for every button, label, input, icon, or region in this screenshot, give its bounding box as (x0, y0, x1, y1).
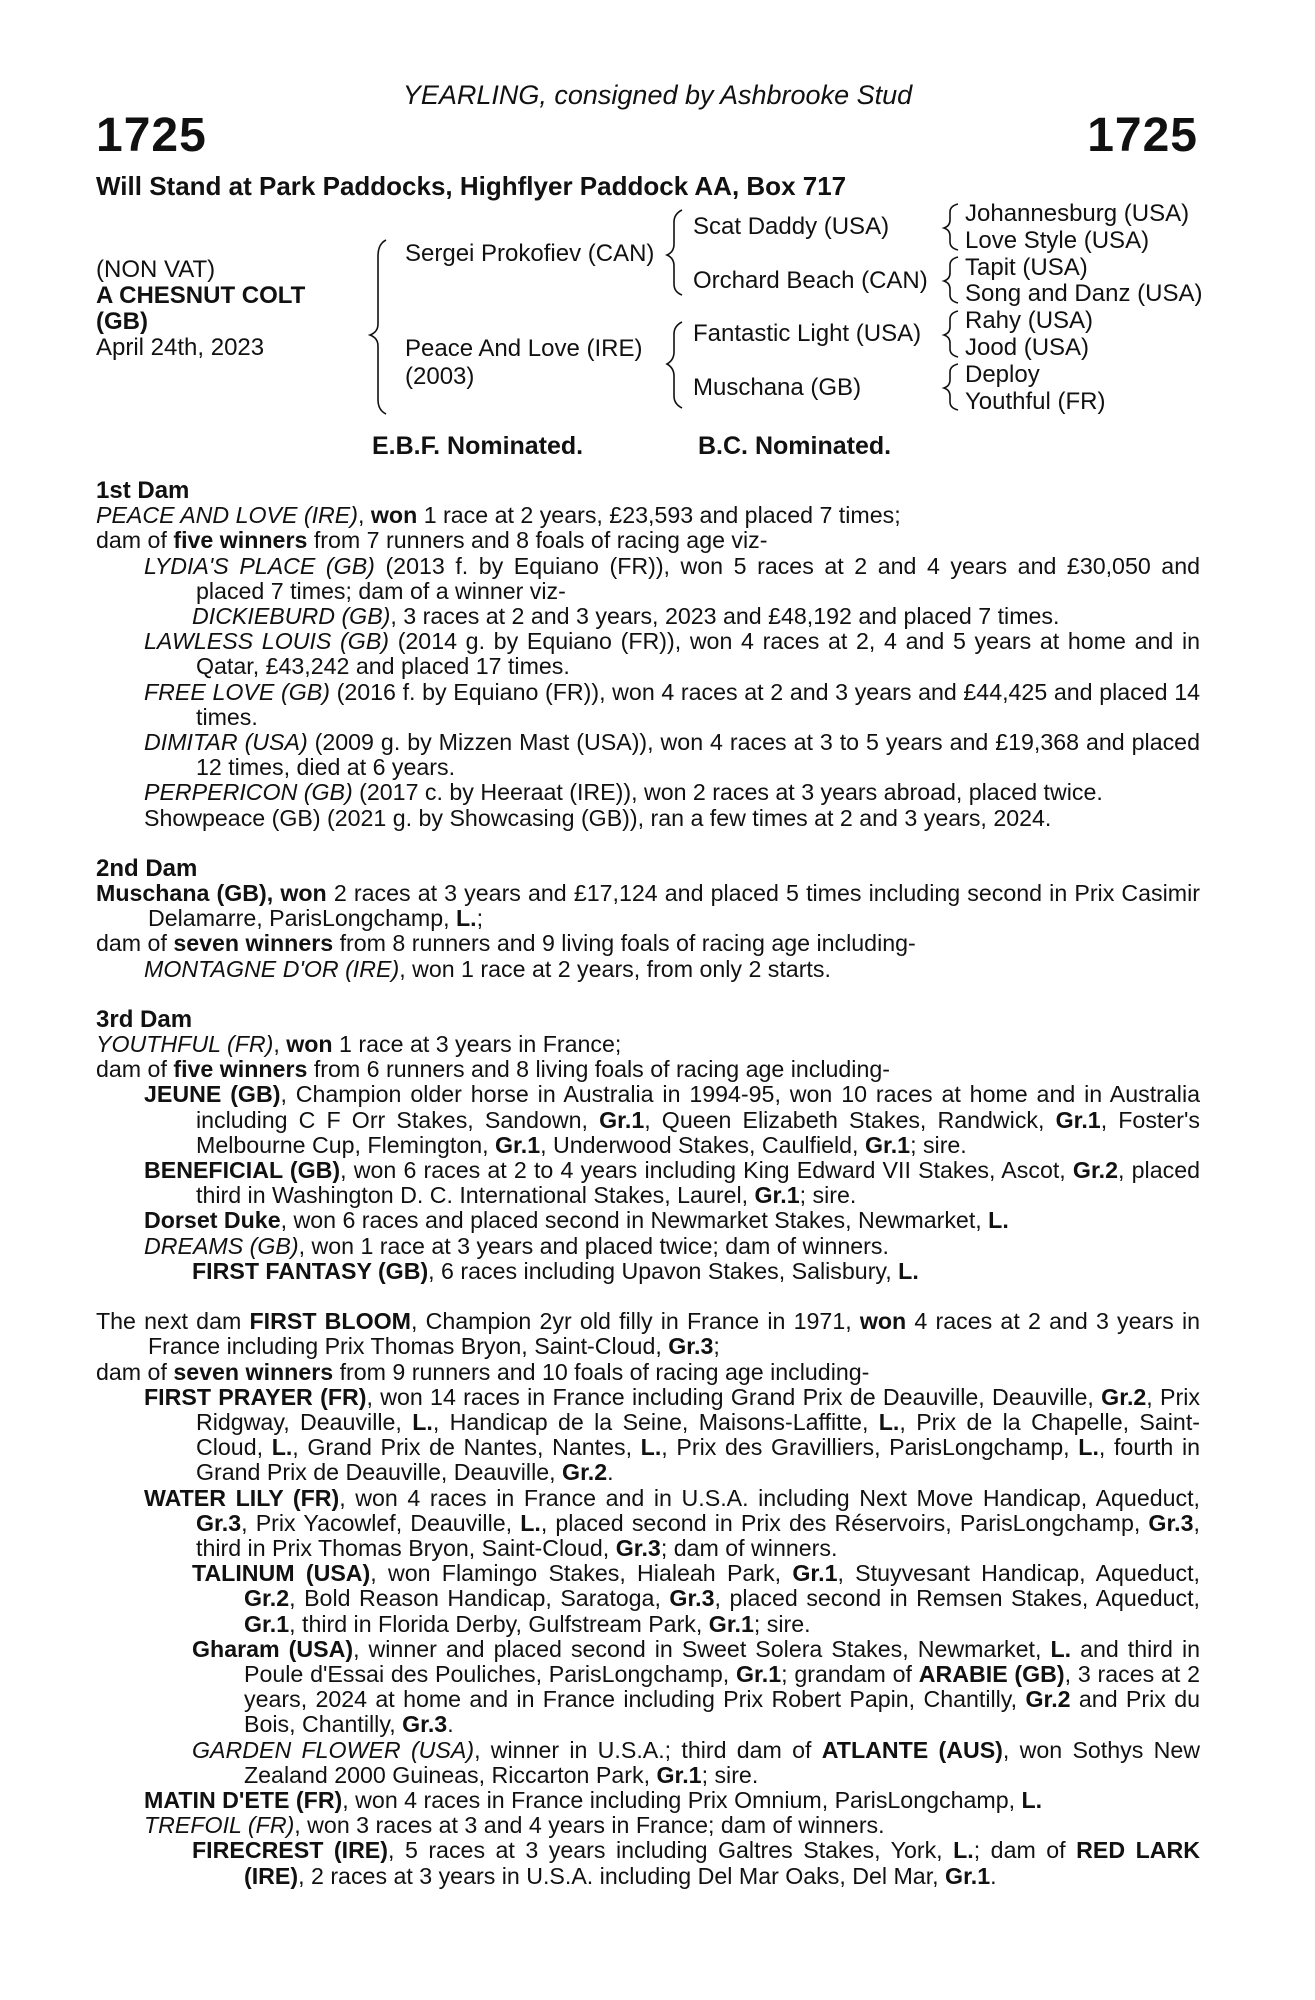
produce-entry: WATER LILY (FR), won 4 races in France and in U.S.A. including Next Move Handicap, Aqueduct, Gr.3, Prix Yacowlef, Deauville, L., placed second in Prix des Réservoirs, ParisLongchamp, Gr.3, third in Prix Thomas Bryon, Saint-Cloud, Gr.3; dam of winners. (144, 1484, 1200, 1561)
sire-name: Sergei Prokofiev (CAN) (405, 240, 655, 267)
produce-entry: MONTAGNE D'OR (IRE), won 1 race at 2 years, from only 2 starts. (144, 955, 831, 982)
dam-dam-sire: Deploy (965, 361, 1040, 388)
fourth-dam-record: The next dam FIRST BLOOM, Champion 2yr old filly in France in 1971, won 4 races at 2 and 3 years in France including Prix Thomas Bryon, Saint-Cloud, Gr.3; (96, 1308, 1200, 1360)
produce-entry: DIMITAR (USA) (2009 g. by Mizzen Mast (USA)), won 4 races at 3 to 5 years and £19,368 and placed 12 times, died at 6 years. (144, 729, 1200, 781)
produce-entry: Gharam (USA), winner and placed second in Sweet Solera Stakes, Newmarket, L. and third in Poule d'Essai des Pouliches, ParisLongchamp, Gr.1; grandam of ARABIE (GB), 3 races at 2 years, 2024 at home and in France including Prix Robert Papin, Chantilly, Gr.2 and Prix du Bois, Chantilly, Gr.3. (192, 1635, 1201, 1738)
lot-number-right: 1725 (1087, 109, 1198, 162)
vat-status: (NON VAT) (96, 256, 216, 283)
produce-entry: FIRST FANTASY (GB), 6 races including Upavon Stakes, Salisbury, L. (192, 1257, 919, 1284)
produce-entry: TREFOIL (FR), won 3 races at 3 and 4 years in France; dam of winners. (144, 1812, 885, 1839)
first-dam-record: PEACE AND LOVE (IRE), won 1 race at 2 years, £23,593 and placed 7 times; (96, 502, 901, 529)
produce-entry: FIRECREST (IRE), 5 races at 3 years including Galtres Stakes, York, L.; dam of RED LARK (IRE), 2 races at 3 years in U.S.A. including Del Mar Oaks, Del Mar, Gr.1. (192, 1837, 1200, 1889)
produce-entry: JEUNE (GB), Champion older horse in Australia in 1994-95, won 10 races at home and in Australia including C F Orr Stakes, Sandown, Gr.1, Queen Elizabeth Stakes, Randwick, Gr.1, Foster's Melbourne Cup, Flemington, Gr.1, Underwood Stakes, Caulfield, Gr.1; sire. (144, 1081, 1200, 1158)
produce-entry: BENEFICIAL (GB), won 6 races at 2 to 4 years including King Edward VII Stakes, Ascot, Gr.2, placed third in Washington D. C. International Stakes, Laurel, Gr.1; sire. (144, 1157, 1200, 1209)
produce-entry: DREAMS (GB), won 1 race at 3 years and placed twice; dam of winners. (144, 1232, 889, 1259)
produce-entry: FIRST PRAYER (FR), won 14 races in France including Grand Prix de Deauville, Deauville, Gr.2, Prix Ridgway, Deauville, L., Handicap de la Seine, Maisons-Laffitte, L., Prix de la Chapelle, Saint-Cloud, L., Grand Prix de Nantes, Nantes, L., Prix des Gravilliers, ParisLongchamp, L., fourth in Grand Prix de Deauville, Deauville, Gr.2. (144, 1383, 1200, 1486)
produce-entry: PERPERICON (GB) (2017 c. by Heeraat (IRE)), won 2 races at 3 years abroad, placed twice. (144, 779, 1103, 806)
dam-sire-sire: Rahy (USA) (965, 307, 1094, 334)
horse-country: (GB) (96, 308, 148, 335)
sire-sire-sire: Johannesburg (USA) (965, 200, 1190, 227)
catalogue-body (96, 478, 1200, 1889)
first-dam-heading: 1st Dam (96, 477, 190, 504)
sire-sire-dam: Love Style (USA) (965, 227, 1150, 254)
fourth-dam-produce-summary: dam of seven winners from 9 runners and 10 foals of racing age including- (96, 1358, 870, 1385)
foaling-date: April 24th, 2023 (96, 334, 265, 361)
produce-entry: MATIN D'ETE (FR), won 4 races in France including Prix Omnium, ParisLongchamp, L. (144, 1786, 1043, 1813)
produce-entry: Dorset Duke, won 6 races and placed second in Newmarket Stakes, Newmarket, L. (144, 1207, 1009, 1234)
dam-name: Peace And Love (IRE) (405, 335, 643, 362)
third-dam-record: YOUTHFUL (FR), won 1 race at 3 years in France; (96, 1031, 622, 1058)
third-dam-heading: 3rd Dam (96, 1005, 193, 1033)
stand-location: Will Stand at Park Paddocks, Highflyer Paddock AA, Box 717 (96, 171, 847, 201)
produce-entry: DICKIEBURD (GB), 3 races at 2 and 3 years, 2023 and £48,192 and placed 7 times. (192, 603, 1060, 630)
produce-entry: Showpeace (GB) (2021 g. by Showcasing (GB)), ran a few times at 2 and 3 years, 2024. (144, 804, 1052, 831)
catalogue-subtitle: YEARLING, consigned by Ashbrooke Stud (402, 80, 913, 110)
dam-dam-dam: Youthful (FR) (965, 388, 1106, 415)
produce-entry: TALINUM (USA), won Flamingo Stakes, Hialeah Park, Gr.1, Stuyvesant Handicap, Aqueduct, Gr.2, Bold Reason Handicap, Saratoga, Gr.3, placed second in Remsen Stakes, Aqueduct, Gr.1, third in Florida Derby, Gulfstream Park, Gr.1; sire. (192, 1560, 1200, 1637)
bc-nomination: B.C. Nominated. (698, 432, 892, 460)
first-dam-produce-summary: dam of five winners from 7 runners and 8 foals of racing age viz- (96, 527, 768, 554)
horse-name: A CHESNUT COLT (96, 282, 306, 309)
dam-year: (2003) (405, 363, 475, 390)
second-dam-produce-summary: dam of seven winners from 8 runners and 9 living foals of racing age including- (96, 930, 916, 957)
sire-dam-dam: Song and Danz (USA) (965, 280, 1203, 307)
third-dam-produce-summary: dam of five winners from 6 runners and 8 living foals of racing age including- (96, 1056, 890, 1083)
lot-number-left: 1725 (96, 109, 207, 162)
sire-dam: Orchard Beach (CAN) (693, 267, 928, 294)
ebf-nomination: E.B.F. Nominated. (372, 432, 584, 460)
second-dam-heading: 2nd Dam (96, 854, 198, 882)
produce-entry: LYDIA'S PLACE (GB) (2013 f. by Equiano (FR)), won 5 races at 2 and 4 years and £30,050 and placed 7 times; dam of a winner viz- (144, 552, 1200, 604)
produce-entry: FREE LOVE (GB) (2016 f. by Equiano (FR)), won 4 races at 2 and 3 years and £44,425 and placed 14 times. (144, 678, 1200, 730)
dam-dam: Muschana (GB) (693, 374, 862, 401)
produce-entry: GARDEN FLOWER (USA), winner in U.S.A.; third dam of ATLANTE (AUS), won Sothys New Zealand 2000 Guineas, Riccarton Park, Gr.1; sire. (192, 1736, 1200, 1788)
second-dam-record: Muschana (GB), won 2 races at 3 years and £17,124 and placed 5 times including second in Prix Casimir Delamarre, ParisLongchamp, L.; (96, 880, 1200, 932)
sire-dam-sire: Tapit (USA) (965, 254, 1088, 281)
produce-entry: LAWLESS LOUIS (GB) (2014 g. by Equiano (FR)), won 4 races at 2, 4 and 5 years at home and in Qatar, £43,242 and placed 17 times. (144, 628, 1200, 680)
sire-sire: Scat Daddy (USA) (693, 213, 890, 240)
dam-sire-dam: Jood (USA) (965, 334, 1090, 361)
dam-sire: Fantastic Light (USA) (693, 320, 922, 347)
